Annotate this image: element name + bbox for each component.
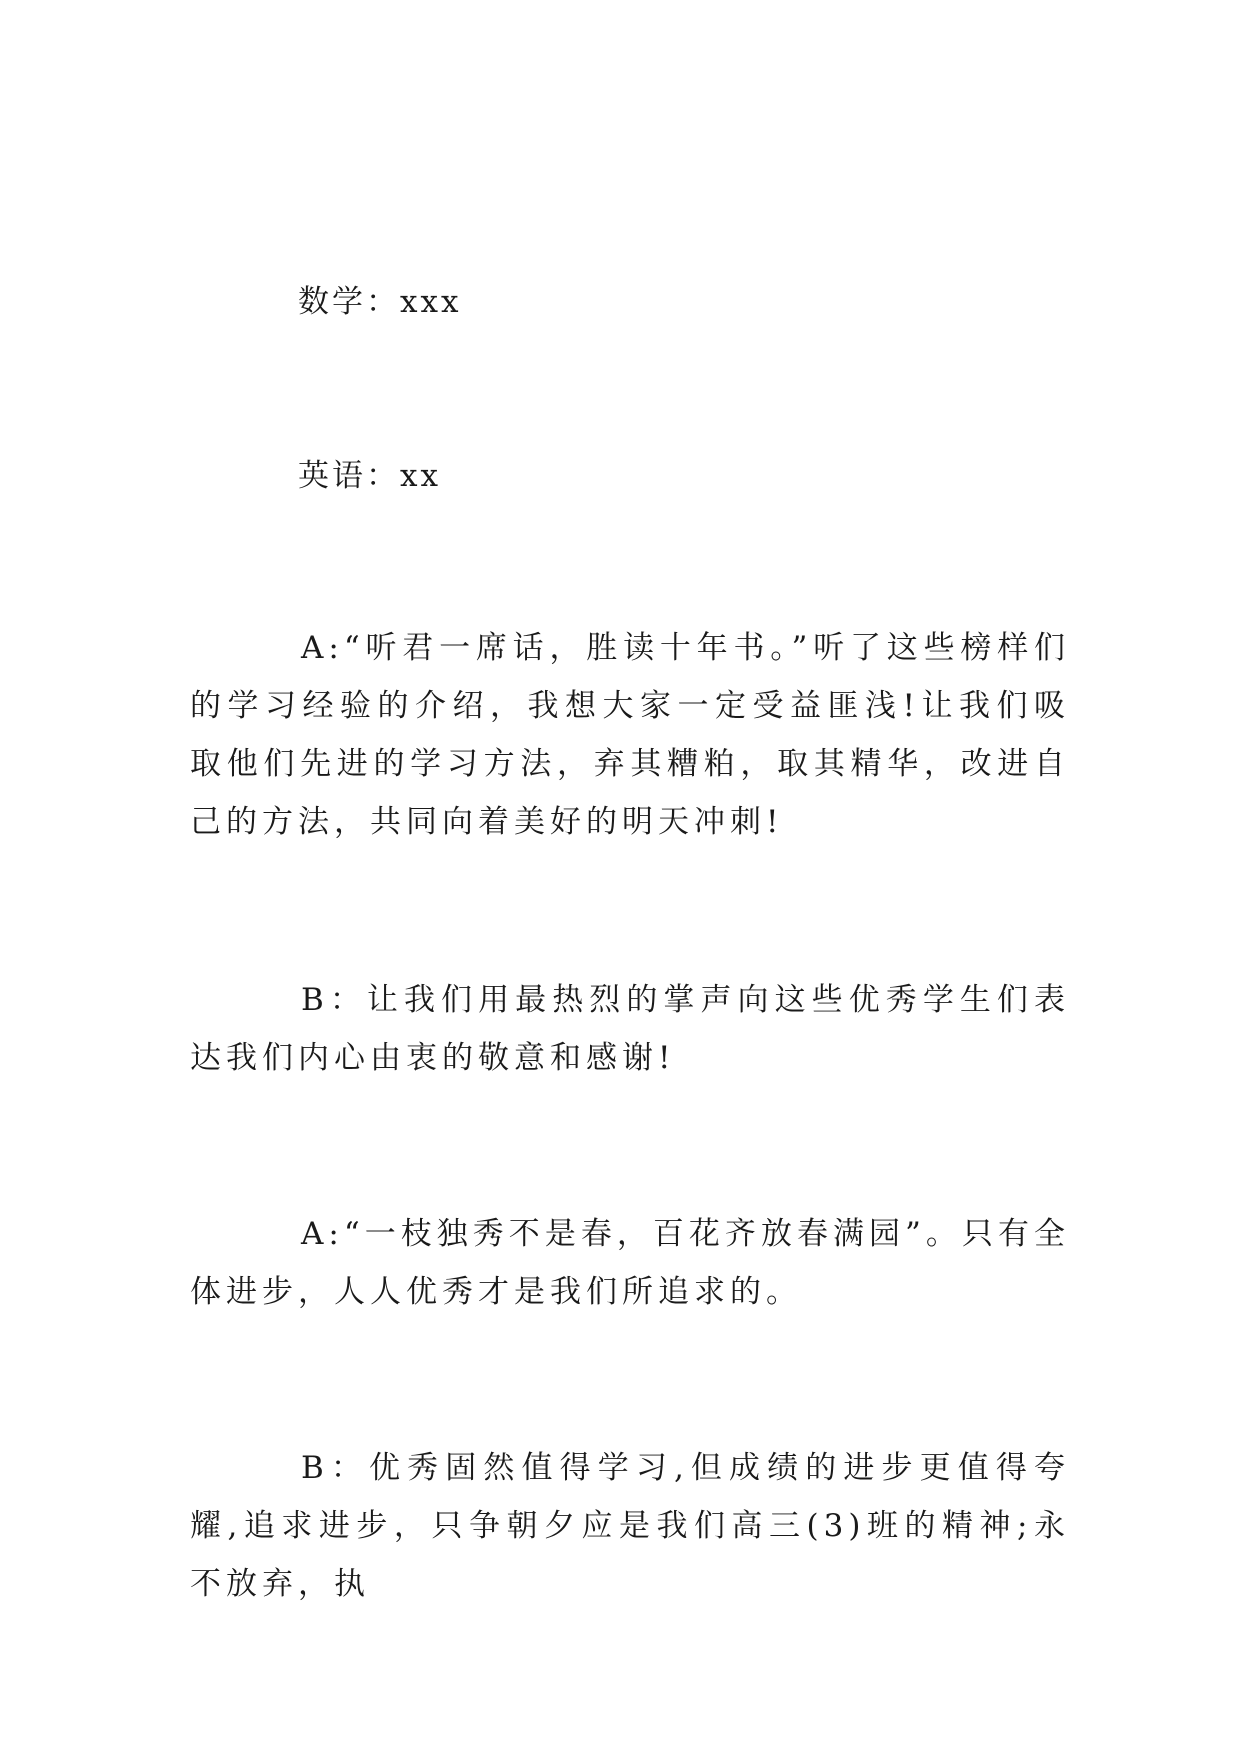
paragraph-b-2: B：优秀固然值得学习,但成绩的进步更值得夸耀,追求进步，只争朝夕应是我们高三(3)班的精神;永不放弃，执 <box>190 1450 1070 1602</box>
paragraph-b-1: B：让我们用最热烈的掌声向这些优秀学生们表达我们内心由衷的敬意和感谢! <box>190 982 1070 1076</box>
english-teacher-line: 英语：xx <box>298 458 441 494</box>
paragraph-a-1: A:“听君一席话，胜读十年书。”听了这些榜样们的学习经验的介绍，我想大家一定受益匪浅!让我们吸取他们先进的学习方法，弃其糟粕，取其精华，改进自己的方法，共同向着美好的明天冲刺! <box>190 630 1070 840</box>
paragraph-a-2: A:“一枝独秀不是春，百花齐放春满园”。只有全体进步，人人优秀才是我们所追求的。 <box>190 1216 1070 1310</box>
math-teacher-line: 数学：xxx <box>298 284 462 320</box>
